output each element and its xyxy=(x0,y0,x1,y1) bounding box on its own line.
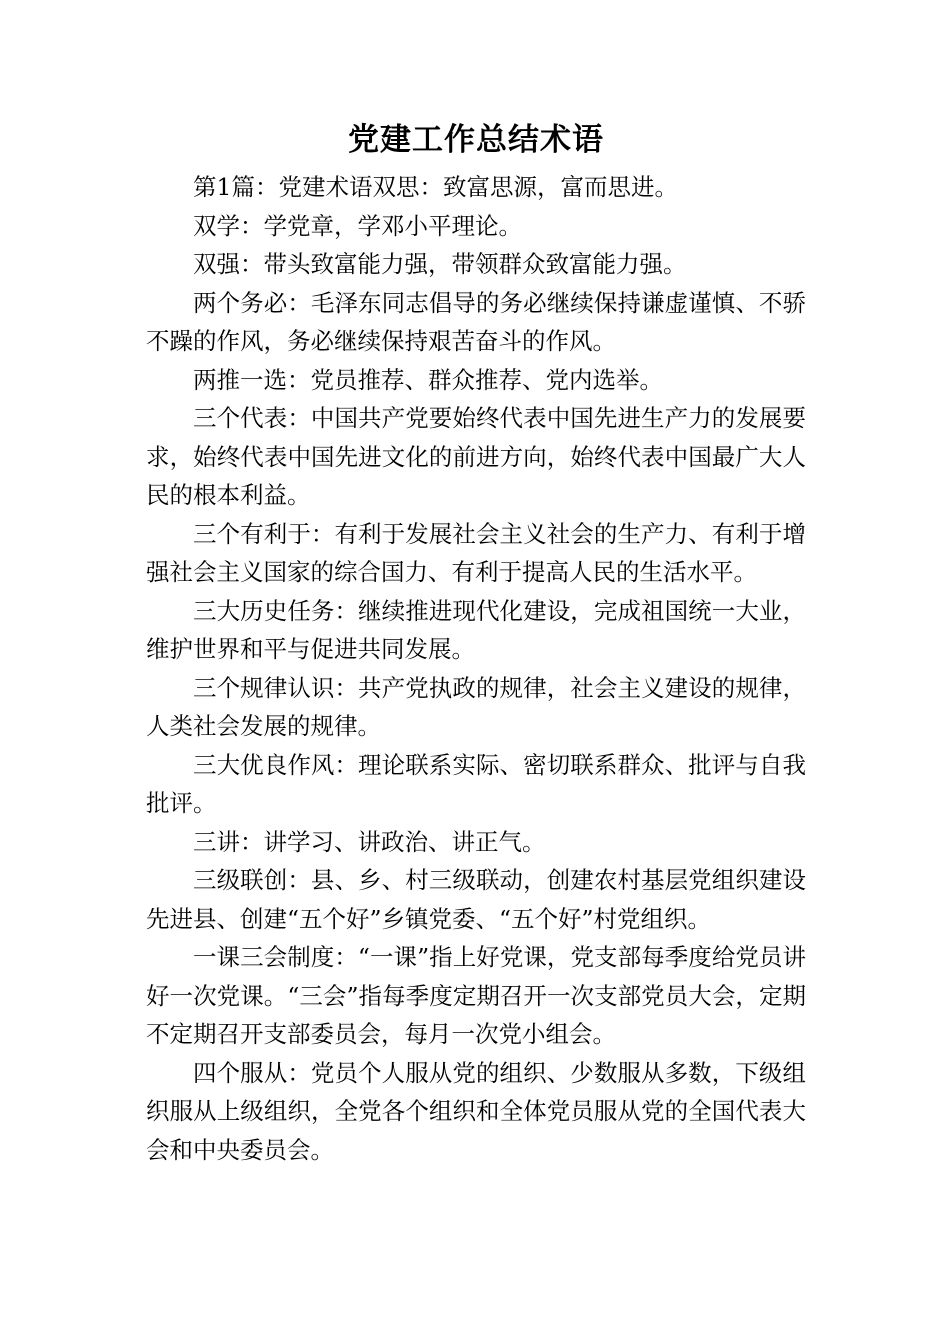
paragraph: 三大历史任务：继续推进现代化建设，完成祖国统一大业，维护世界和平与促进共同发展。 xyxy=(146,596,806,663)
paragraph: 三大优良作风：理论联系实际、密切联系群众、批评与自我批评。 xyxy=(146,750,806,817)
paragraph: 两推一选：党员推荐、群众推荐、党内选举。 xyxy=(193,365,663,394)
paragraph: 三级联创：县、乡、村三级联动，创建农村基层党组织建设先进县、创建“五个好”乡镇党委、“五个好”村党组织。 xyxy=(146,866,806,933)
paragraph: 三个规律认识：共产党执政的规律，社会主义建设的规律，人类社会发展的规律。 xyxy=(146,673,806,740)
paragraph: 第1篇：党建术语双思：致富思源，富而思进。 xyxy=(193,173,678,201)
paragraph: 三个代表：中国共产党要始终代表中国先进生产力的发展要求，始终代表中国先进文化的前进方向，始终代表中国最广大人民的根本利益。 xyxy=(146,404,806,509)
document-page xyxy=(146,114,806,1169)
document-title: 党建工作总结术语 xyxy=(348,122,604,158)
paragraph: 三讲：讲学习、讲政治、讲正气。 xyxy=(193,827,546,856)
paragraph: 三个有利于：有利于发展社会主义社会的生产力、有利于增强社会主义国家的综合国力、有利于提高人民的生活水平。 xyxy=(146,519,806,586)
paragraph: 四个服从：党员个人服从党的组织、少数服从多数，下级组织服从上级组织，全党各个组织和全体党员服从党的全国代表大会和中央委员会。 xyxy=(146,1058,806,1164)
paragraph: 双强：带头致富能力强，带领群众致富能力强。 xyxy=(193,250,687,278)
paragraph: 两个务必：毛泽东同志倡导的务必继续保持谦虚谨慎、不骄不躁的作风，务必继续保持艰苦奋斗的作风。 xyxy=(146,288,806,355)
paragraph: 一课三会制度：“一课”指上好党课，党支部每季度给党员讲好一次党课。“三会”指每季度定期召开一次支部党员大会，定期不定期召开支部委员会，每月一次党小组会。 xyxy=(146,943,806,1048)
document-body xyxy=(146,168,806,1169)
paragraph: 双学：学党章，学邓小平理论。 xyxy=(193,211,522,240)
